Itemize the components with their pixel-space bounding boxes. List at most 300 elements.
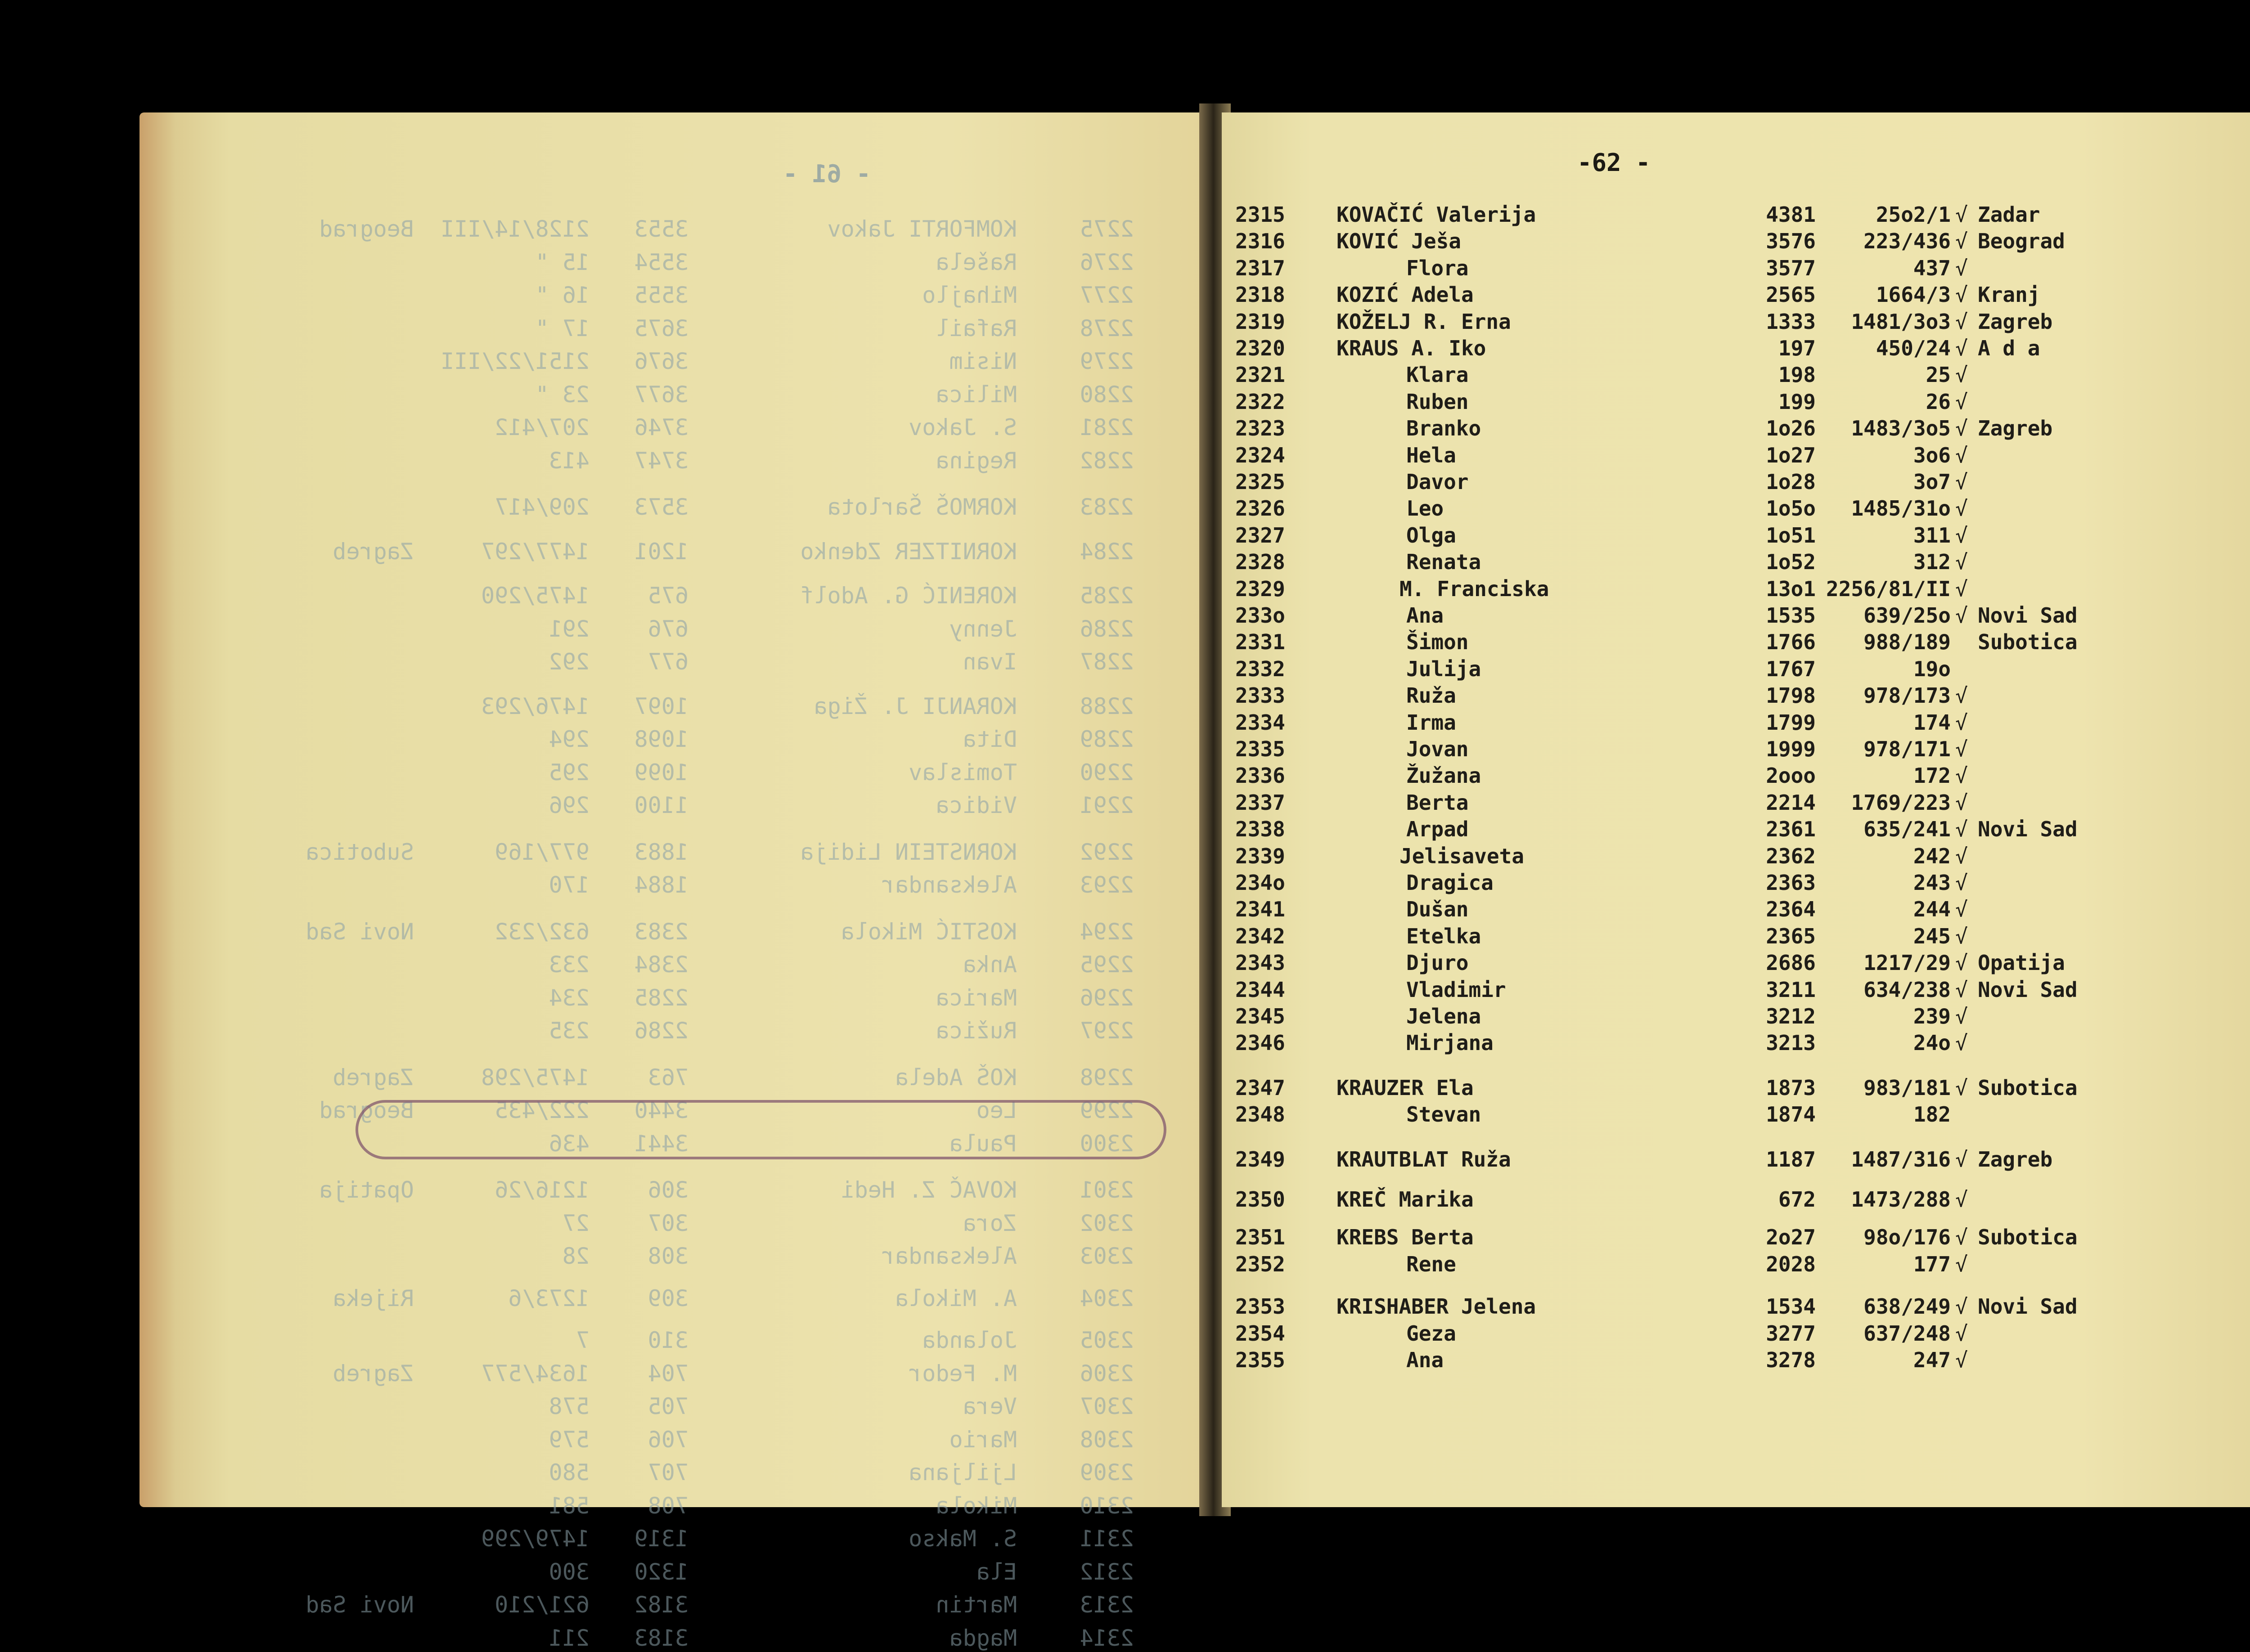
reference-number: 244 xyxy=(1913,897,1951,921)
reference-number: 1473/288 xyxy=(1851,1187,1951,1212)
reference-number: 24o xyxy=(1913,1031,1951,1055)
person-name xyxy=(1406,710,1456,735)
bleed-name: KORNITZER Zdenko xyxy=(800,539,1017,565)
given-name: R. Erna xyxy=(1423,310,1511,334)
given-name: Irma xyxy=(1406,710,1456,735)
check-mark: √ xyxy=(1955,951,1968,975)
bleed-number: 2297 xyxy=(1080,1018,1134,1044)
check-mark: √ xyxy=(1955,844,1968,868)
bleed-ref: 1477/297 xyxy=(481,539,590,565)
id-number: 198 xyxy=(1778,363,1816,387)
id-number: 2o27 xyxy=(1766,1225,1816,1249)
person-name xyxy=(1336,336,1486,360)
bleed-row xyxy=(140,1210,1206,1237)
id-number: 1333 xyxy=(1766,310,1816,334)
bleed-name: KORANJI J. Žiga xyxy=(814,693,1017,719)
bleed-number: 2288 xyxy=(1080,693,1134,719)
bleed-row xyxy=(140,1459,1206,1486)
bleed-name: Ela xyxy=(976,1559,1017,1585)
reference-number: 242 xyxy=(1913,844,1951,868)
register-entry xyxy=(1222,390,2250,417)
given-name: Geza xyxy=(1406,1321,1456,1346)
reference-number: 245 xyxy=(1913,924,1951,948)
reference-number: 1485/31o xyxy=(1851,496,1951,521)
bleed-row xyxy=(140,382,1206,409)
bleed-number: 2314 xyxy=(1080,1625,1134,1651)
bleed-row xyxy=(140,1177,1206,1204)
bleed-id: 3676 xyxy=(634,348,688,374)
reference-number: 174 xyxy=(1913,710,1951,735)
bleed-ref: 1475/290 xyxy=(481,583,590,609)
person-name xyxy=(1406,763,1481,788)
city: Subotica xyxy=(1978,1225,2078,1249)
bleed-number: 2286 xyxy=(1080,616,1134,642)
bleed-ref: 296 xyxy=(549,792,590,818)
bleed-ref: 436 xyxy=(549,1131,590,1157)
bleed-row xyxy=(140,1526,1206,1553)
reference-number: 3o7 xyxy=(1913,470,1951,494)
reference-number: 311 xyxy=(1913,523,1951,548)
check-mark: √ xyxy=(1955,470,1968,494)
bleed-row xyxy=(140,1592,1206,1619)
bleed-id: 704 xyxy=(648,1360,688,1387)
bleed-ref: 209/417 xyxy=(495,494,590,520)
check-mark: √ xyxy=(1955,202,1968,227)
bleed-id: 3677 xyxy=(634,382,688,408)
person-name xyxy=(1406,924,1481,948)
check-mark: √ xyxy=(1955,1225,1968,1249)
entry-number: 2318 xyxy=(1235,283,1285,307)
entry-number: 2335 xyxy=(1235,737,1285,761)
entry-number: 2320 xyxy=(1235,336,1285,360)
id-number: 1535 xyxy=(1766,603,1816,628)
bleed-id: 3554 xyxy=(634,249,688,275)
bleed-ref: 295 xyxy=(549,759,590,786)
register-entry xyxy=(1222,523,2250,550)
register-entry xyxy=(1222,363,2250,390)
bleed-id: 2383 xyxy=(634,919,688,945)
bleed-city: Beograd xyxy=(319,1097,414,1123)
id-number: 2686 xyxy=(1766,951,1816,975)
city: Zagreb xyxy=(1978,1147,2053,1172)
id-number: 1767 xyxy=(1766,657,1816,681)
bleed-name: Mihajlo xyxy=(922,282,1017,308)
bleed-name: KOŠ Adela xyxy=(895,1064,1017,1091)
id-number: 1187 xyxy=(1766,1147,1816,1172)
check-mark: √ xyxy=(1955,683,1968,708)
bleed-name: KOMFORTI Jakov xyxy=(827,216,1017,242)
bleed-name: Rafail xyxy=(936,315,1017,341)
id-number: 3212 xyxy=(1766,1004,1816,1028)
entry-number: 2317 xyxy=(1235,256,1285,280)
bleed-id: 675 xyxy=(648,583,688,609)
bleed-ref: 2151/22/III xyxy=(440,348,590,374)
register-entry xyxy=(1222,844,2250,871)
bleed-row xyxy=(140,494,1206,521)
bleed-name: KOSTIĆ Mikola xyxy=(841,919,1017,945)
bleed-ref: 579 xyxy=(549,1427,590,1453)
check-mark: √ xyxy=(1955,737,1968,761)
check-mark: √ xyxy=(1955,1294,1968,1319)
bleed-ref: 7 xyxy=(576,1327,590,1353)
city: Beograd xyxy=(1978,229,2065,253)
entry-number: 2355 xyxy=(1235,1348,1285,1372)
check-mark: √ xyxy=(1955,603,1968,628)
entry-number: 2349 xyxy=(1235,1147,1285,1172)
bleed-number: 2303 xyxy=(1080,1243,1134,1269)
bleed-row xyxy=(140,693,1206,720)
bleed-id: 3182 xyxy=(634,1592,688,1618)
bleed-id: 2286 xyxy=(634,1018,688,1044)
person-name xyxy=(1406,683,1456,708)
person-name xyxy=(1406,550,1481,574)
bleed-number: 2302 xyxy=(1080,1210,1134,1236)
bleed-ref: 580 xyxy=(549,1459,590,1486)
bleed-number: 2282 xyxy=(1080,448,1134,474)
bleed-id: 1099 xyxy=(634,759,688,786)
bleed-name: Regina xyxy=(936,448,1017,474)
given-name: M. Franciska xyxy=(1400,577,1549,601)
entry-number: 2348 xyxy=(1235,1102,1285,1127)
person-name xyxy=(1406,470,1468,494)
id-number: 2364 xyxy=(1766,897,1816,921)
city: Subotica xyxy=(1978,1076,2078,1100)
id-number: 3278 xyxy=(1766,1348,1816,1372)
bleed-name: Jenny xyxy=(949,616,1017,642)
bleed-id: 309 xyxy=(648,1285,688,1311)
city: Subotica xyxy=(1978,630,2078,654)
bleed-ref: 621/210 xyxy=(495,1592,590,1618)
bleed-row xyxy=(140,1327,1206,1354)
id-number: 3277 xyxy=(1766,1321,1816,1346)
bleed-row xyxy=(140,1625,1206,1652)
id-number: 3211 xyxy=(1766,978,1816,1002)
person-name xyxy=(1406,603,1444,628)
entry-number: 2344 xyxy=(1235,978,1285,1002)
register-entry xyxy=(1222,683,2250,710)
entry-number: 233o xyxy=(1235,603,1285,628)
entry-number: 2350 xyxy=(1235,1187,1285,1212)
given-name: Dragica xyxy=(1406,871,1494,895)
person-name xyxy=(1406,523,1456,548)
surname: KRAUZER xyxy=(1336,1076,1424,1100)
entry-number: 2343 xyxy=(1235,951,1285,975)
left-page-number: - 61 - xyxy=(783,160,871,188)
given-name: Marika xyxy=(1399,1187,1474,1212)
surname: KOVAČIĆ xyxy=(1336,202,1424,227)
person-name xyxy=(1406,897,1468,921)
bleed-row xyxy=(140,872,1206,899)
bleed-id: 3441 xyxy=(634,1131,688,1157)
id-number: 1798 xyxy=(1766,683,1816,708)
reference-number: 638/249 xyxy=(1863,1294,1951,1319)
given-name: Mirjana xyxy=(1406,1031,1494,1055)
register-entry xyxy=(1222,1321,2250,1348)
register-entry xyxy=(1222,1031,2250,1058)
check-mark: √ xyxy=(1955,710,1968,735)
register-entry xyxy=(1222,1076,2250,1103)
bleed-name: Nisim xyxy=(949,348,1017,374)
check-mark: √ xyxy=(1955,577,1968,601)
bleed-number: 2293 xyxy=(1080,872,1134,898)
register-entry xyxy=(1222,1348,2250,1375)
city: Novi Sad xyxy=(1978,978,2078,1002)
reference-number: 978/171 xyxy=(1863,737,1951,761)
bleed-name: Vidica xyxy=(936,792,1017,818)
bleed-ref: 292 xyxy=(549,649,590,675)
id-number: 672 xyxy=(1778,1187,1816,1212)
given-name: Dušan xyxy=(1406,897,1469,921)
register-entry xyxy=(1222,577,2250,604)
check-mark: √ xyxy=(1955,763,1968,788)
bleed-row xyxy=(140,1064,1206,1091)
bleed-number: 2309 xyxy=(1080,1459,1134,1486)
bleed-city: Rijeka xyxy=(333,1285,414,1311)
entry-number: 2337 xyxy=(1235,790,1285,815)
bleed-ref: 222/435 xyxy=(495,1097,590,1123)
entry-number: 2351 xyxy=(1235,1225,1285,1249)
check-mark: √ xyxy=(1955,1076,1968,1100)
bleed-city: Opatija xyxy=(319,1177,414,1203)
bleed-name: Ivan xyxy=(963,649,1017,675)
bleed-number: 2285 xyxy=(1080,583,1134,609)
bleed-city: Zagreb xyxy=(333,1064,414,1091)
register-entry xyxy=(1222,924,2250,951)
id-number: 2363 xyxy=(1766,871,1816,895)
person-name xyxy=(1406,256,1468,280)
bleed-number: 2279 xyxy=(1080,348,1134,374)
given-name: Jelena xyxy=(1461,1294,1536,1319)
reference-number: 177 xyxy=(1913,1252,1951,1276)
reference-number: 437 xyxy=(1913,256,1951,280)
reference-number: 983/181 xyxy=(1863,1076,1951,1100)
entry-number: 2315 xyxy=(1235,202,1285,227)
check-mark: √ xyxy=(1955,1187,1968,1212)
bleed-id: 3675 xyxy=(634,315,688,341)
entry-number: 2332 xyxy=(1235,657,1285,681)
bleed-ref: 300 xyxy=(549,1559,590,1585)
id-number: 1o26 xyxy=(1766,416,1816,440)
bleed-row xyxy=(140,348,1206,375)
given-name: A. Iko xyxy=(1411,336,1486,360)
register-entry xyxy=(1222,256,2250,283)
given-name: Branko xyxy=(1406,416,1481,440)
bleed-id: 1320 xyxy=(634,1559,688,1585)
bleed-row xyxy=(140,1285,1206,1312)
id-number: 1799 xyxy=(1766,710,1816,735)
bleed-id: 1883 xyxy=(634,839,688,865)
bleed-name: Ružica xyxy=(936,1018,1017,1044)
id-number: 3577 xyxy=(1766,256,1816,280)
id-number: 1o28 xyxy=(1766,470,1816,494)
bleed-number: 2287 xyxy=(1080,649,1134,675)
id-number: 1766 xyxy=(1766,630,1816,654)
check-mark: √ xyxy=(1955,550,1968,574)
bleed-number: 2299 xyxy=(1080,1097,1134,1123)
bleed-ref: 17 " xyxy=(535,315,590,341)
person-name xyxy=(1406,817,1468,841)
id-number: 3576 xyxy=(1766,229,1816,253)
reference-number: 312 xyxy=(1913,550,1951,574)
id-number: 1o52 xyxy=(1766,550,1816,574)
register-entry xyxy=(1222,1004,2250,1031)
bleed-ref: 170 xyxy=(549,872,590,898)
bleed-row xyxy=(140,1393,1206,1420)
bleed-name: M. Fedor xyxy=(909,1360,1017,1387)
bleed-ref: 23 " xyxy=(535,382,590,408)
check-mark: √ xyxy=(1955,790,1968,815)
bleed-id: 707 xyxy=(648,1459,688,1486)
bleed-ref: 207/412 xyxy=(495,414,590,440)
bleed-ref: 581 xyxy=(549,1493,590,1519)
given-name: Klara xyxy=(1406,363,1469,387)
entry-number: 2336 xyxy=(1235,763,1285,788)
register-entry xyxy=(1222,871,2250,898)
bleed-number: 2296 xyxy=(1080,985,1134,1011)
check-mark: √ xyxy=(1955,1321,1968,1346)
right-page-number: -62 - xyxy=(1577,148,1651,177)
bleed-number: 2311 xyxy=(1080,1526,1134,1552)
bleed-name: S. Makso xyxy=(909,1526,1017,1552)
register-entry xyxy=(1222,657,2250,684)
given-name: Ana xyxy=(1406,603,1444,628)
reference-number: 25o2/1 xyxy=(1876,202,1951,227)
bleed-ref: 291 xyxy=(549,616,590,642)
bleed-id: 306 xyxy=(648,1177,688,1203)
person-name xyxy=(1336,1076,1474,1100)
bleed-ref: 234 xyxy=(549,985,590,1011)
city: Novi Sad xyxy=(1978,817,2078,841)
person-name xyxy=(1406,657,1481,681)
person-name xyxy=(1400,577,1549,601)
person-name xyxy=(1336,1294,1536,1319)
reference-number: 172 xyxy=(1913,763,1951,788)
left-page xyxy=(140,112,1206,1651)
id-number: 199 xyxy=(1778,390,1816,414)
register-entry xyxy=(1222,897,2250,924)
entry-number: 2316 xyxy=(1235,229,1285,253)
given-name: Berta xyxy=(1406,790,1469,815)
person-name xyxy=(1406,1321,1456,1346)
id-number: 1873 xyxy=(1766,1076,1816,1100)
id-number: 1o5o xyxy=(1766,496,1816,521)
surname: KRISHABER xyxy=(1336,1294,1449,1319)
register-entry xyxy=(1222,978,2250,1005)
city: Zadar xyxy=(1978,202,2040,227)
bleed-id: 3183 xyxy=(634,1625,688,1651)
bleed-row xyxy=(140,616,1206,643)
bleed-ref: 977/169 xyxy=(495,839,590,865)
bleed-id: 3747 xyxy=(634,448,688,474)
check-mark: √ xyxy=(1955,978,1968,1002)
bleed-row xyxy=(140,448,1206,475)
id-number: 197 xyxy=(1778,336,1816,360)
given-name: Hela xyxy=(1406,443,1456,467)
bleed-ref: 1216/26 xyxy=(495,1177,590,1203)
id-number: 13o1 xyxy=(1766,577,1816,601)
person-name xyxy=(1406,1102,1481,1127)
given-name: Etelka xyxy=(1406,924,1481,948)
bleed-name: Vera xyxy=(963,1393,1017,1419)
person-name xyxy=(1406,951,1468,975)
id-number: 2214 xyxy=(1766,790,1816,815)
id-number: 4381 xyxy=(1766,202,1816,227)
bleed-row xyxy=(140,1243,1206,1270)
left-page-bleed-through-text xyxy=(140,112,1206,1651)
bleed-id: 2384 xyxy=(634,952,688,978)
city: Novi Sad xyxy=(1978,603,2078,628)
check-mark: √ xyxy=(1955,310,1968,334)
bleed-name: Magda xyxy=(949,1625,1017,1651)
bleed-id: 1201 xyxy=(634,539,688,565)
bleed-name: Anka xyxy=(963,952,1017,978)
id-number: 1999 xyxy=(1766,737,1816,761)
bleed-ref: 211 xyxy=(549,1625,590,1651)
city: A d a xyxy=(1978,336,2040,360)
entry-number: 2329 xyxy=(1235,577,1285,601)
bleed-id: 763 xyxy=(648,1064,688,1091)
person-name xyxy=(1406,790,1468,815)
register-entry xyxy=(1222,1147,2250,1174)
reference-number: 639/25o xyxy=(1863,603,1951,628)
entry-number: 2338 xyxy=(1235,817,1285,841)
bleed-row xyxy=(140,952,1206,979)
register-entry xyxy=(1222,790,2250,817)
given-name: Šimon xyxy=(1406,630,1469,654)
register-entry xyxy=(1222,496,2250,523)
person-name xyxy=(1336,310,1511,334)
register-entry xyxy=(1222,1225,2250,1252)
entry-number: 2334 xyxy=(1235,710,1285,735)
bleed-number: 2307 xyxy=(1080,1393,1134,1419)
check-mark: √ xyxy=(1955,1031,1968,1055)
entry-number: 2346 xyxy=(1235,1031,1285,1055)
bleed-number: 2284 xyxy=(1080,539,1134,565)
register-entry xyxy=(1222,416,2250,443)
id-number: 3213 xyxy=(1766,1031,1816,1055)
bleed-row xyxy=(140,839,1206,866)
given-name: Flora xyxy=(1406,256,1469,280)
bleed-row xyxy=(140,726,1206,753)
entry-number: 234o xyxy=(1235,871,1285,895)
given-name: Jelisaveta xyxy=(1400,844,1524,868)
check-mark: √ xyxy=(1955,416,1968,440)
bleed-row xyxy=(140,315,1206,342)
bleed-row xyxy=(140,759,1206,786)
id-number: 2565 xyxy=(1766,283,1816,307)
city: Zagreb xyxy=(1978,310,2053,334)
bleed-id: 308 xyxy=(648,1243,688,1269)
bleed-number: 2298 xyxy=(1080,1064,1134,1091)
given-name: Davor xyxy=(1406,470,1469,494)
person-name xyxy=(1406,1031,1494,1055)
bleed-number: 2310 xyxy=(1080,1493,1134,1519)
check-mark: √ xyxy=(1955,1348,1968,1372)
bleed-row xyxy=(140,539,1206,566)
bleed-id: 307 xyxy=(648,1210,688,1236)
check-mark: √ xyxy=(1955,523,1968,548)
id-number: 1o27 xyxy=(1766,443,1816,467)
person-name xyxy=(1400,844,1524,868)
check-mark: √ xyxy=(1955,496,1968,521)
register-entry xyxy=(1222,737,2250,764)
register-entry xyxy=(1222,443,2250,470)
register-entry xyxy=(1222,1294,2250,1321)
bleed-name: Aleksandar xyxy=(881,1243,1017,1269)
register-entry xyxy=(1222,603,2250,630)
id-number: 2ooo xyxy=(1766,763,1816,788)
bleed-ref: 632/232 xyxy=(495,919,590,945)
